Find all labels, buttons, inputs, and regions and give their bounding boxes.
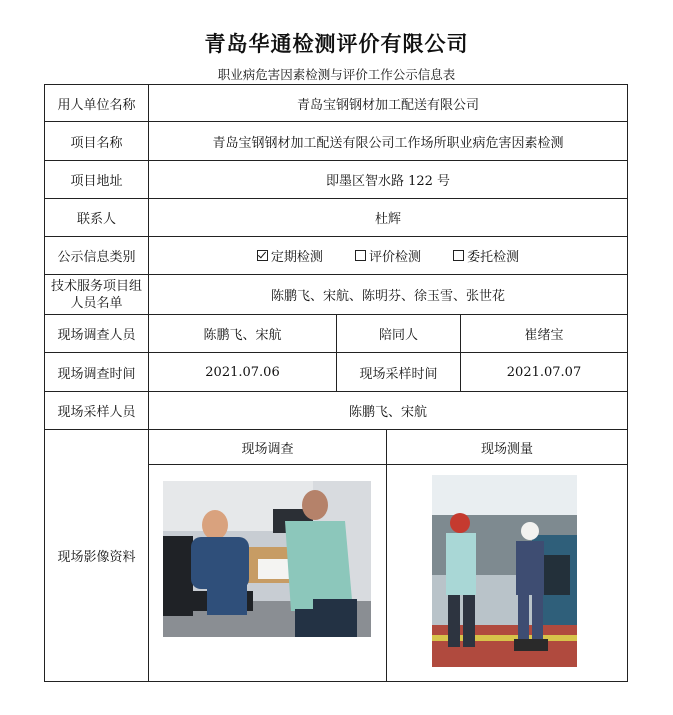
option-entrusted[interactable] (453, 246, 519, 265)
option-evaluation[interactable] (355, 246, 421, 265)
escort-label: 陪同人 (337, 315, 461, 353)
measure-photo (432, 475, 577, 667)
survey-staff-value: 陈鹏飞、宋航 (149, 315, 337, 353)
escort-value: 崔绪宝 (461, 315, 628, 353)
option-evaluation-label: 评价检测 (368, 250, 421, 265)
option-entrusted-label: 委托检测 (467, 250, 520, 265)
row-sampling-staff (45, 392, 628, 430)
row-employer (45, 85, 628, 122)
form-subtitle: 职业病危害因素检测与评价工作公示信息表 (217, 67, 456, 82)
team-label: 技术服务项目组人员名单 (45, 275, 149, 315)
checkbox-empty-icon[interactable] (355, 250, 366, 261)
address-value: 即墨区智水路 122 号 (149, 161, 628, 199)
photo-measure-cell (387, 430, 628, 682)
sampling-staff-value: 陈鹏飞、宋航 (149, 392, 628, 430)
project-label: 项目名称 (45, 122, 149, 161)
info-table (44, 84, 628, 682)
photo-survey-wrap (149, 465, 386, 681)
checkbox-empty-icon[interactable] (453, 250, 464, 261)
contact-value: 杜辉 (149, 199, 628, 237)
images-label: 现场影像资料 (45, 430, 149, 682)
row-project (45, 122, 628, 161)
category-label: 公示信息类别 (45, 237, 149, 275)
project-value: 青岛宝钢钢材加工配送有限公司工作场所职业病危害因素检测 (149, 122, 628, 161)
photo-measure-header: 现场测量 (387, 430, 627, 465)
survey-photo (163, 481, 371, 637)
employer-value: 青岛宝钢钢材加工配送有限公司 (149, 85, 628, 122)
row-contact (45, 199, 628, 237)
photo-survey-header: 现场调查 (149, 430, 386, 465)
address-label: 项目地址 (45, 161, 149, 199)
sampling-time-label: 现场采样时间 (337, 353, 461, 392)
contact-label: 联系人 (45, 199, 149, 237)
row-images (45, 430, 628, 682)
row-category (45, 237, 628, 275)
option-periodic-label: 定期检测 (270, 250, 323, 265)
row-address (45, 161, 628, 199)
company-title: 青岛华通检测评价有限公司 (204, 32, 469, 56)
photo-survey-cell (149, 430, 387, 682)
survey-staff-label: 现场调查人员 (45, 315, 149, 353)
survey-time-label: 现场调查时间 (45, 353, 149, 392)
row-team (45, 275, 628, 315)
team-value: 陈鹏飞、宋航、陈明芬、徐玉雪、张世花 (149, 275, 628, 315)
checkbox-checked-icon[interactable] (257, 250, 268, 261)
option-periodic[interactable] (257, 246, 323, 265)
sampling-staff-label: 现场采样人员 (45, 392, 149, 430)
employer-label: 用人单位名称 (45, 85, 149, 122)
category-options (149, 237, 628, 275)
survey-time-value: 2021.07.06 (149, 353, 337, 392)
sampling-time-value: 2021.07.07 (461, 353, 628, 392)
row-survey-staff (45, 315, 628, 353)
row-times (45, 353, 628, 392)
photo-measure-wrap (387, 465, 627, 681)
